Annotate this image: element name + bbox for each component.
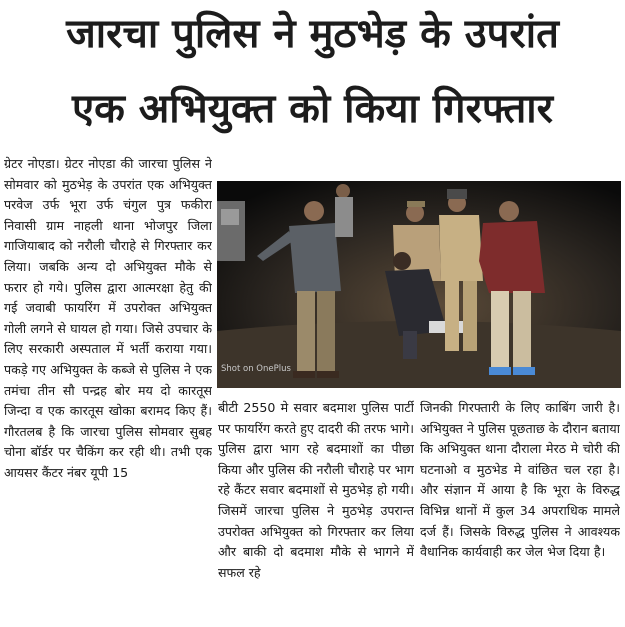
news-photo [217,181,621,388]
camera-watermark: Shot on OnePlus [221,364,291,374]
article-column-3-text: जिनकी गिरफ्तारी के लिए काबिंग जारी है।अभियुक्त ने पुलिस पूछताछ के दौरान बताया कि अभियुक्त थाना दौराला मेरठ मे चोरी की घटनाओ व मुठभेड मे वांछित चल रहा है। और संज्ञान में आया है कि भूरा के विरुद्ध विभिन्न थानों में कुल 34 अपराधिक मामले दर्ज हैं। जिसके विरुद्ध पुलिस ने आवश्यक वैधानिक कार्यवाही कर जेल भेज दिया है। [420,400,620,560]
article-column-3 [420,398,620,624]
article-column-2-text: बीटी 2550 मे सवार बदमाश पुलिस पार्टी पर फायरिंग करते हुए दादरी की तरफ भागे। पुलिस द्वारा भाग रहे बदमाशों का पीछा किया और पुलिस की नरौली चौराहे पर भाग रहे कैंटर सवार बदमाशों से मुठभेड़ हो गयी। जिसमें जारचा पुलिस ने मुठभेड़ उपरान्त उपरोक्त अभियुक्त को गिरफ्तार कर लिया और बाकी दो बदमाश मौके से भागने में सफल रहे [218,400,414,580]
headline-line-1: जारचा पुलिस ने मुठभेड़ के उपरांत [66,11,559,57]
article-column-1 [4,154,212,624]
article-column-1-text: ग्रेटर नोएडा। ग्रेटर नोएडा की जारचा पुलिस ने सोमवार को मुठभेड़ के उपरांत एक अभियुक्त परवेज उर्फ भूरा उर्फ चंगुल पुत्र फकीरा निवासी ग्राम नाहली थाना भोजपुर जिला गाजियाबाद को नरौली चौराहे से गिरफ्तार कर लिया। जबकि अन्य दो अभियुक्त मौके से फरार हो गये। पुलिस द्वारा आत्मरक्षा हेतु की गई जवाबी फायरिंग में उपरोक्त अभियुक्त गोली लगने से घायल हो गया। जिसे उपचार के लिए सरकारी अस्पताल में भर्ती कराया गया। पकड़े गए अभियुक्त के कब्जे से पुलिस ने एक तमंचा तीन सौ पन्द्रह बोर मय दो कारतूस जिन्दा व एक कारतूस खोका बरामद किए हैं। गौरतलब है कि जारचा पुलिस सोमवार सुबह चोना बॉर्डर पर चैकिंग कर रही थी। तभी एक आयसर कैंटर नंबर यूपी 15 [4,156,212,480]
police-encounter-illustration [217,181,621,388]
article-column-2 [218,398,414,624]
headline-line-2: एक अभियुक्त को किया गिरफ्तार [71,86,554,132]
